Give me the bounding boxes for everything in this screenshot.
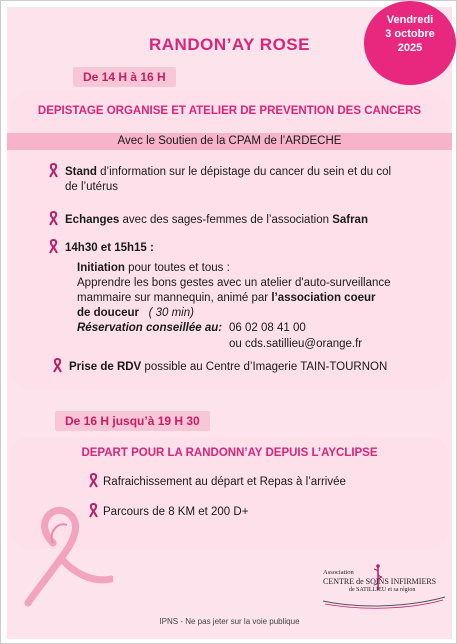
duration-text: ( 30 min)	[148, 307, 194, 319]
stand-label: Stand	[65, 166, 97, 178]
stand-text-2: de l’utérus	[65, 181, 119, 193]
date-badge-year: 2025	[397, 42, 423, 54]
echanges-item	[65, 213, 445, 228]
apprendre-line: Apprendre les bons gestes avec un atelier d'auto-surveillance	[77, 277, 391, 289]
rdv-text: possible au Centre d’Imagerie TAIN-TOURNON	[141, 361, 388, 373]
logo-swoosh-icon	[319, 593, 449, 609]
section1-time-tag: De 14 H à 16 H	[73, 67, 176, 87]
logo-line-1: Association	[323, 569, 354, 576]
page-title: RANDON’AY ROSE	[149, 35, 310, 54]
section2-time-tag: De 16 H jusqu’à 19 H 30	[55, 411, 210, 431]
cpam-support-band: Avec le Soutien de la CPAM de l’ARDECHE	[7, 133, 452, 150]
echanges-text: avec des sages-femmes de l’association	[119, 214, 333, 226]
ribbon-bullet-icon	[49, 239, 58, 254]
phone-number: 06 02 08 41 00	[229, 322, 306, 334]
initiation-text: pour toutes et tous :	[124, 262, 230, 274]
logo-line-3: de SATILLIEU et sa région	[349, 587, 416, 593]
reservation-label	[77, 321, 222, 336]
refreshment-item: Rafraichissement au départ et Repas à l’arrivée	[103, 476, 346, 488]
safran-label: Safran	[332, 214, 368, 226]
flyer-sheet	[7, 7, 452, 639]
route-item: Parcours de 8 KM et 200 D+	[103, 506, 249, 518]
section2-subtitle: DEPART POUR LA RANDONN’AY DEPUIS L’AYCLIPSE	[81, 447, 378, 459]
footer-note: IPNS - Ne pas jeter sur la voie publique	[159, 617, 300, 626]
mammaire-line: mammaire sur mannequin, animé par	[77, 292, 272, 304]
ribbon-bullet-icon	[49, 163, 58, 178]
date-badge-day: Vendredi	[386, 14, 434, 26]
reservation-label-text: Réservation conseillée au:	[77, 322, 223, 334]
session-times	[65, 241, 154, 256]
stand-item	[65, 165, 445, 195]
stand-text: d’information sur le dépistage du cancer du sein et du col	[96, 166, 392, 178]
echanges-label: Echanges	[65, 214, 120, 226]
initiation-label: Initiation	[77, 262, 125, 274]
email-line: ou cds.satillieu@orange.fr	[229, 338, 363, 350]
rdv-label: Prise de RDV	[69, 361, 142, 373]
section1-subtitle: DEPISTAGE ORGANISE ET ATELIER DE PREVENTION DES CANCERS	[37, 105, 422, 117]
pink-ribbon-icon	[23, 503, 113, 613]
association-coeur: l’association coeur	[271, 292, 376, 304]
rdv-item	[69, 360, 449, 375]
session-times-text: 14h30 et 15h15 :	[65, 242, 154, 254]
date-badge-date: 3 octobre	[385, 28, 435, 40]
ribbon-bullet-icon	[89, 473, 98, 488]
ribbon-bullet-icon	[53, 358, 62, 373]
csi-logo	[319, 563, 449, 615]
ribbon-bullet-icon	[49, 211, 58, 226]
logo-line-2: CENTRE de SOINS INFIRMIERS	[323, 577, 437, 586]
initiation-block	[77, 261, 447, 321]
douceur-label: de douceur	[77, 307, 139, 319]
